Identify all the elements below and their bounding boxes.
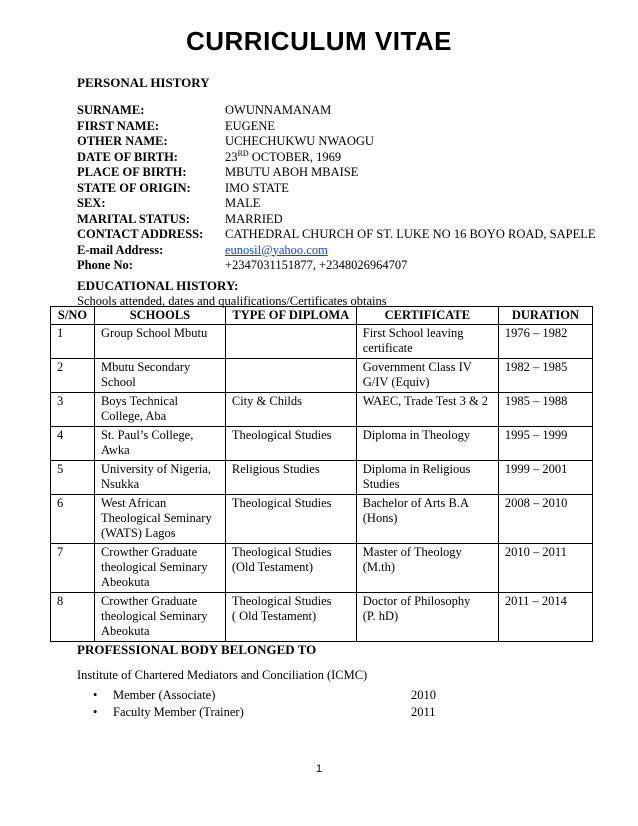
membership-role: Member (Associate) xyxy=(113,688,216,702)
table-row xyxy=(51,359,593,393)
info-value: CATHEDRAL CHURCH OF ST. LUKE NO 16 BOYO ROAD, SAPELE xyxy=(225,227,596,241)
table-row xyxy=(51,325,593,359)
cell-sno: 1 xyxy=(51,325,95,359)
cell-diploma xyxy=(225,359,356,393)
cell-line: University of Nigeria, xyxy=(100,462,212,476)
info-label: CONTACT ADDRESS: xyxy=(77,227,204,241)
info-row-state-of-origin xyxy=(77,181,596,197)
cell-sno: 6 xyxy=(51,495,95,544)
table-header-row xyxy=(51,307,593,325)
info-row-phone xyxy=(77,258,596,274)
cell-certificate xyxy=(356,593,498,642)
info-value xyxy=(225,243,328,259)
cell-line: Master of Theology xyxy=(362,545,462,559)
info-label: STATE OF ORIGIN: xyxy=(77,180,191,195)
cell-line: Abeokuta xyxy=(100,575,150,589)
info-label: SURNAME: xyxy=(77,103,145,117)
list-item xyxy=(93,704,436,721)
cell-certificate xyxy=(356,544,498,593)
info-row-surname xyxy=(77,103,596,119)
cell-diploma xyxy=(225,393,356,427)
info-label: OTHER NAME: xyxy=(77,134,168,148)
column-header-sno: S/NO xyxy=(51,307,95,325)
bullet-icon: • xyxy=(93,688,98,702)
institute-name: Institute of Chartered Mediators and Conciliation (ICMC) xyxy=(77,668,368,682)
info-value: MBUTU ABOH MBAISE xyxy=(225,165,359,179)
professional-body-heading: PROFESSIONAL BODY BELONGED TO xyxy=(77,642,317,657)
info-label: MARITAL STATUS: xyxy=(77,211,190,226)
info-value: MALE xyxy=(225,196,261,210)
bullet-icon: • xyxy=(93,705,98,719)
cell-line: G/IV (Equiv) xyxy=(362,375,430,389)
page-number: 1 xyxy=(315,763,323,775)
info-value: IMO STATE xyxy=(225,180,289,195)
cell-line: (M.th) xyxy=(362,560,396,574)
cell-line: Boys Technical xyxy=(100,394,178,408)
cell-sno: 2 xyxy=(51,359,95,393)
info-row-first-name xyxy=(77,119,596,135)
info-value: +2347031151877, +2348026964707 xyxy=(225,258,408,272)
info-value: OWUNNAMANAM xyxy=(225,103,332,117)
info-label: E-mail Address: xyxy=(77,242,164,257)
cell-line: Awka xyxy=(100,443,130,457)
cell-school xyxy=(94,393,225,427)
info-row-marital-status xyxy=(77,212,596,228)
table-row xyxy=(51,461,593,495)
info-row-place-of-birth xyxy=(77,165,596,181)
info-value: MARRIED xyxy=(225,211,283,226)
info-value: UCHECHUKWU NWAOGU xyxy=(225,134,374,148)
column-header-certificate: CERTIFICATE xyxy=(356,307,498,325)
personal-history-heading: PERSONAL HISTORY xyxy=(77,75,210,90)
membership-role: Faculty Member (Trainer) xyxy=(113,705,244,719)
cell-school xyxy=(94,359,225,393)
cell-diploma xyxy=(225,495,356,544)
info-row-other-name xyxy=(77,134,596,150)
cell-duration: 1982 – 1985 xyxy=(498,359,592,393)
cell-sno: 4 xyxy=(51,427,95,461)
cell-certificate xyxy=(356,393,498,427)
cell-certificate xyxy=(356,461,498,495)
cell-line: Diploma in Religious xyxy=(362,462,471,476)
cell-certificate xyxy=(356,427,498,461)
education-table xyxy=(50,306,593,642)
info-label: FIRST NAME: xyxy=(77,118,160,133)
membership-year: 2010 xyxy=(411,688,436,702)
cell-sno: 7 xyxy=(51,544,95,593)
cell-diploma xyxy=(225,461,356,495)
cell-line: School xyxy=(100,375,136,389)
cell-sno: 3 xyxy=(51,393,95,427)
cell-line: First School leaving xyxy=(362,326,464,340)
table-row xyxy=(51,495,593,544)
cell-line: certificate xyxy=(362,341,413,355)
info-row-sex xyxy=(77,196,596,212)
cell-duration: 2011 – 2014 xyxy=(498,593,592,642)
info-row-email xyxy=(77,243,596,259)
dob-month-year: OCTOBER, 1969 xyxy=(248,149,342,164)
cell-line: Diploma in Theology xyxy=(362,428,471,442)
cell-line: (P. hD) xyxy=(362,609,399,623)
cell-diploma xyxy=(225,427,356,461)
cell-line: Religious Studies xyxy=(231,462,320,476)
cell-school xyxy=(94,427,225,461)
cell-duration: 2010 – 2011 xyxy=(498,544,592,593)
dob-ordinal-suffix: RD xyxy=(237,148,249,158)
list-item xyxy=(93,687,436,704)
table-row xyxy=(51,393,593,427)
cell-line: (Hons) xyxy=(362,511,398,525)
cell-duration: 1976 – 1982 xyxy=(498,325,592,359)
cell-line: Mbutu Secondary xyxy=(100,360,191,374)
table-row xyxy=(51,593,593,642)
cell-sno: 8 xyxy=(51,593,95,642)
cell-duration: 1999 – 2001 xyxy=(498,461,592,495)
cell-line: College, Aba xyxy=(100,409,167,423)
cell-duration: 1985 – 1988 xyxy=(498,393,592,427)
info-row-contact-address xyxy=(77,227,596,243)
info-label: PLACE OF BIRTH: xyxy=(77,165,187,179)
cell-duration: 1995 – 1999 xyxy=(498,427,592,461)
column-header-diploma: TYPE OF DIPLOMA xyxy=(225,307,356,325)
cell-line: Government Class IV xyxy=(362,360,472,374)
cell-line: (WATS) Lagos xyxy=(100,526,176,540)
cell-line: Theological Studies xyxy=(231,594,332,608)
membership-year: 2011 xyxy=(411,705,436,719)
cell-line: ( Old Testament) xyxy=(231,609,317,623)
cell-school xyxy=(94,495,225,544)
cell-certificate xyxy=(356,359,498,393)
info-label: Phone No: xyxy=(77,258,133,272)
cell-line: theological Seminary xyxy=(100,609,208,623)
cell-diploma xyxy=(225,544,356,593)
cell-line: Theological Studies xyxy=(231,496,332,510)
cell-school xyxy=(94,593,225,642)
cell-line: West African xyxy=(100,496,167,510)
education-subline: Schools attended, dates and qualifications/Certificates obtains xyxy=(77,294,387,308)
cell-duration: 2008 – 2010 xyxy=(498,495,592,544)
dob-day: 23 xyxy=(225,149,238,164)
cell-line: Bachelor of Arts B.A xyxy=(362,496,469,510)
cell-line: (Old Testament) xyxy=(231,560,314,574)
cell-line: Nsukka xyxy=(100,477,140,491)
info-value xyxy=(225,150,341,166)
cell-line: Doctor of Philosophy xyxy=(362,594,471,608)
column-header-duration: DURATION xyxy=(498,307,592,325)
cell-certificate xyxy=(356,495,498,544)
cell-line: WAEC, Trade Test 3 & 2 xyxy=(362,394,489,408)
cell-line: St. Paul’s College, xyxy=(100,428,194,442)
cell-line: Group School Mbutu xyxy=(100,326,208,340)
email-link[interactable]: eunosil@yahoo.com xyxy=(225,242,328,257)
document-title: CURRICULUM VITAE xyxy=(185,26,453,56)
cell-sno: 5 xyxy=(51,461,95,495)
table-row xyxy=(51,427,593,461)
info-label: DATE OF BIRTH: xyxy=(77,149,178,164)
cell-school xyxy=(94,461,225,495)
cell-line: Theological Seminary xyxy=(100,511,212,525)
personal-info xyxy=(77,103,596,274)
column-header-schools: SCHOOLS xyxy=(94,307,225,325)
info-row-date-of-birth xyxy=(77,150,596,166)
table-row xyxy=(51,544,593,593)
cell-diploma xyxy=(225,325,356,359)
info-value: EUGENE xyxy=(225,118,275,133)
info-label: SEX: xyxy=(77,196,106,210)
cell-line: theological Seminary xyxy=(100,560,208,574)
cell-line: Theological Studies xyxy=(231,428,332,442)
cell-line: Studies xyxy=(362,477,400,491)
cell-diploma xyxy=(225,593,356,642)
cell-school xyxy=(94,544,225,593)
cell-certificate xyxy=(356,325,498,359)
cell-line: Theological Studies xyxy=(231,545,332,559)
cell-line: City & Childs xyxy=(231,394,303,408)
cell-school xyxy=(94,325,225,359)
education-table-body xyxy=(51,325,593,642)
educational-history-heading: EDUCATIONAL HISTORY: xyxy=(77,278,239,293)
membership-list xyxy=(93,687,436,721)
cell-line: Crowther Graduate xyxy=(100,594,198,608)
cell-line: Abeokuta xyxy=(100,624,150,638)
cell-line: Crowther Graduate xyxy=(100,545,198,559)
